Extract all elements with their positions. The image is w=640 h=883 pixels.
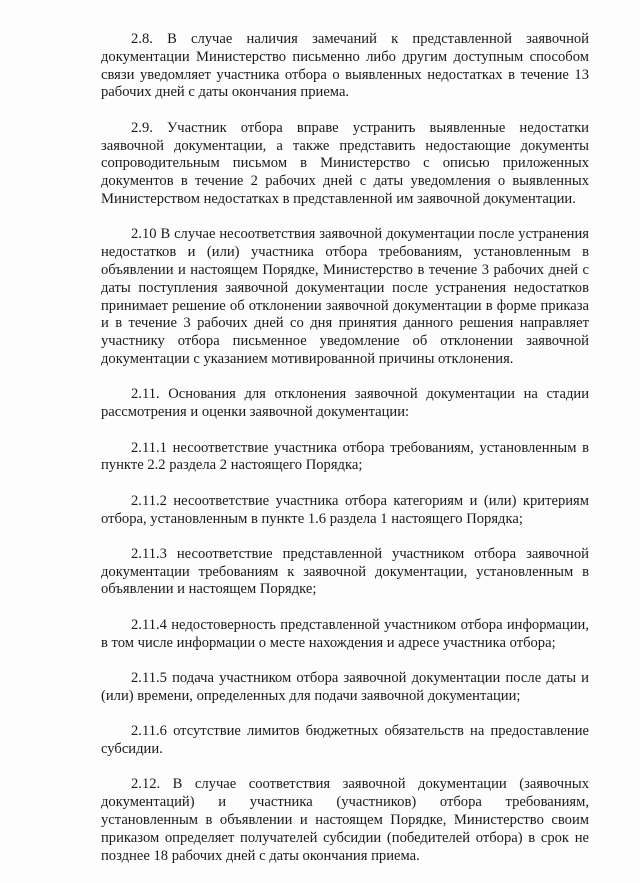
paragraph-2-11-5: 2.11.5 подача участником отбора заявочной документации после даты и (или) времени, определенных для подачи заявочной документации;: [101, 670, 589, 704]
paragraph-2-8: 2.8. В случае наличия замечаний к представленной заявочной документации Министерство письменно либо другим доступным способом связи уведомляет участника отбора о выявленных недостатках в течение 13 рабочих дней с даты окончания приема.: [101, 31, 589, 101]
paragraph-2-12: 2.12. В случае соответствия заявочной документации (заявочных документаций) и участника (участников) отбора требованиям, установленным в объявлении и настоящем Порядке, Министерство своим приказом определяет получателей субсидии (победителей отбора) в срок не позднее 18 рабочих дней с даты окончания приема.: [101, 776, 589, 864]
paragraph-2-11-6: 2.11.6 отсутствие лимитов бюджетных обязательств на предоставление субсидии.: [101, 723, 589, 758]
paragraph-2-11-4: 2.11.4 недостоверность представленной участником отбора информации, в том числе информации о месте нахождения и адресе участника отбора;: [101, 616, 589, 651]
paragraph-2-11: 2.11. Основания для отклонения заявочной документации на стадии рассмотрения и оценки заявочной документации:: [101, 386, 589, 421]
paragraph-2-11-1: 2.11.1 несоответствие участника отбора требованиям, установленным в пункте 2.2 раздела 2 настоящего Порядка;: [101, 439, 589, 474]
document-body: [101, 31, 589, 883]
paragraph-2-10: 2.10 В случае несоответствия заявочной документации после устранения недостатков и (или) участника отбора требованиям, установленным в объявлении и настоящем Порядке, Министерство в течение 3 рабочих дней с даты поступления заявочной документации после устранения недостатков принимает решение об отклонении заявочной документации в форме приказа и в течение 3 рабочих дней со дня принятия данного решения направляет участнику отбора письменное уведомление об отклонении заявочной документации с указанием мотивированной причины отклонения.: [101, 226, 589, 367]
paragraph-2-11-3: 2.11.3 несоответствие представленной участником отбора заявочной документации требованиям к заявочной документации, установленным в объявлении и настоящем Порядке;: [101, 545, 589, 598]
paragraph-2-11-2: 2.11.2 несоответствие участника отбора категориям и (или) критериям отбора, установленным в пункте 1.6 раздела 1 настоящего Порядка;: [101, 492, 589, 527]
paragraph-2-9: 2.9. Участник отбора вправе устранить выявленные недостатки заявочной документации, а также представить недостающие документы сопроводительным письмом в Министерство с описью приложенных документов в течение 2 рабочих дней с даты уведомления о выявленных Министерством недостатках в представленной им заявочной документации.: [101, 119, 589, 207]
